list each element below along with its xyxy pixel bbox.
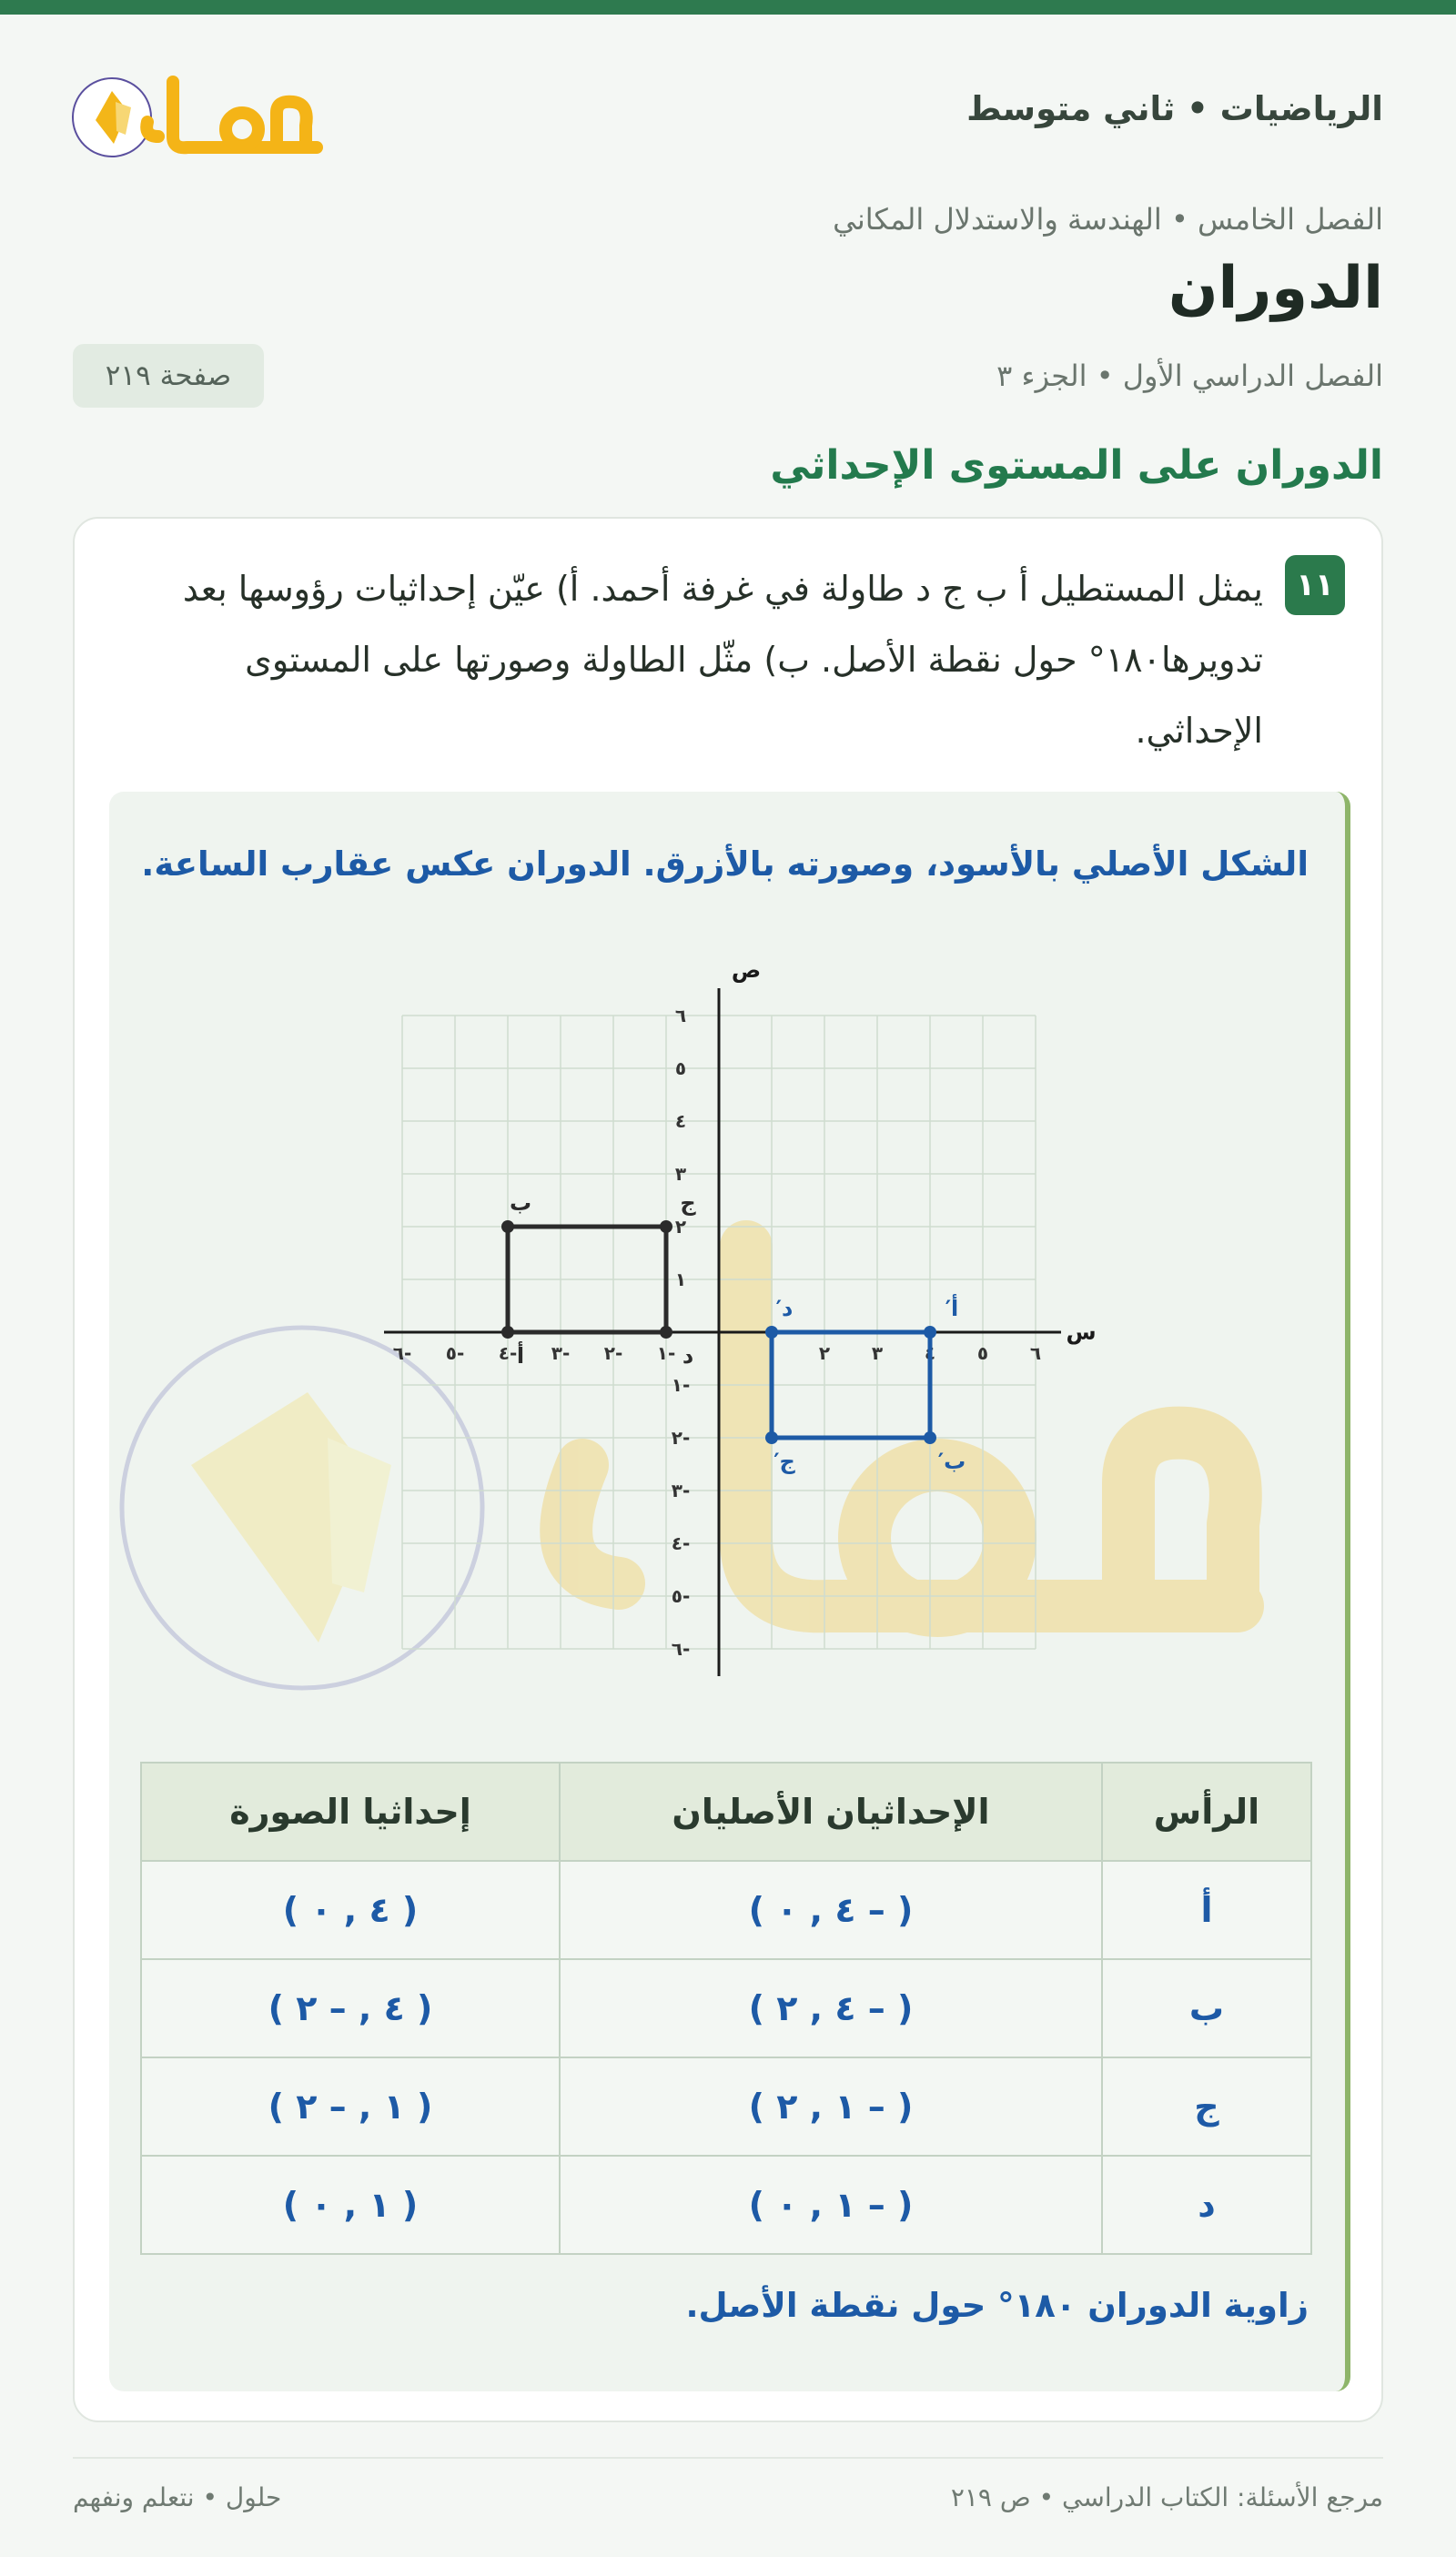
x-tick-label: ٤ xyxy=(924,1342,936,1364)
y-tick-label: ٢ xyxy=(674,1216,687,1238)
y-tick-label: -٣ xyxy=(671,1480,691,1501)
table-row xyxy=(141,1959,1311,2057)
top-accent-bar xyxy=(0,0,1456,15)
x-tick-label: -٥ xyxy=(445,1342,465,1364)
table-row xyxy=(141,2156,1311,2254)
y-tick-label: -٤ xyxy=(671,1532,691,1554)
cell-original: ( – ٤ , ٢ ) xyxy=(560,1959,1102,2057)
vertex-label: ج′ xyxy=(774,1449,795,1474)
vertex-label: ج xyxy=(680,1190,696,1216)
x-tick-label: -٢ xyxy=(603,1342,623,1364)
watermark-logo xyxy=(122,1247,1238,1688)
y-axis-label: ص xyxy=(731,957,762,983)
y-tick-label: ٤ xyxy=(674,1110,687,1132)
x-tick-label: ٢ xyxy=(818,1342,831,1364)
vertex-point xyxy=(924,1431,936,1444)
question-card xyxy=(73,517,1383,2422)
vertex-label: د′ xyxy=(775,1296,794,1321)
cell-image: ( ٤ , – ٢ ) xyxy=(141,1959,560,2057)
coordinates-table-wrapper xyxy=(140,1762,1312,2255)
cell-vertex: ج xyxy=(1102,2057,1311,2156)
x-tick-label: ٦ xyxy=(1029,1342,1042,1364)
cell-vertex: د xyxy=(1102,2156,1311,2254)
vertex-label: ب xyxy=(509,1190,532,1216)
solution-note: الشكل الأصلي بالأسود، وصورته بالأزرق. الدوران عكس عقارب الساعة. xyxy=(141,844,1309,884)
vertex-label: ب′ xyxy=(937,1449,966,1474)
term-label: الفصل الدراسي الأول • الجزء ٣ xyxy=(996,359,1383,393)
section-title: الدوران على المستوى الإحداثي xyxy=(770,442,1383,489)
header-vertex: الرأس xyxy=(1102,1763,1311,1861)
cell-image: ( ١ , ٠ ) xyxy=(141,2156,560,2254)
x-axis-label: س xyxy=(1066,1319,1097,1345)
table-row xyxy=(141,1861,1311,1959)
footer-brand: حلول • نتعلم ونفهم xyxy=(73,2482,282,2512)
subject-label: الرياضيات • ثاني متوسط xyxy=(966,89,1383,128)
x-tick-label: ٣ xyxy=(871,1342,884,1364)
cell-vertex: ب xyxy=(1102,1959,1311,2057)
vertex-label: أ′ xyxy=(945,1296,959,1321)
x-tick-label: -٣ xyxy=(551,1342,571,1364)
svg-text:حلول: حلول xyxy=(68,56,71,57)
footer-divider xyxy=(73,2457,1383,2459)
y-tick-label: -٦ xyxy=(671,1638,691,1660)
vertex-label: أ xyxy=(516,1343,525,1369)
y-tick-label: -٥ xyxy=(671,1585,691,1607)
vertex-point xyxy=(924,1326,936,1339)
holool-logo xyxy=(68,56,326,166)
chapter-label: الفصل الخامس • الهندسة والاستدلال المكاني xyxy=(833,202,1383,237)
cell-image: ( ١ , – ٢ ) xyxy=(141,2057,560,2156)
y-tick-label: -٢ xyxy=(671,1427,691,1449)
cell-original: ( – ١ , ٠ ) xyxy=(560,2156,1102,2254)
table-header-row xyxy=(141,1763,1311,1861)
x-tick-label: -١ xyxy=(656,1342,676,1364)
vertex-label: د xyxy=(682,1343,694,1369)
solution-panel xyxy=(109,792,1350,2391)
lesson-title: الدوران xyxy=(1168,255,1383,322)
vertex-point xyxy=(501,1220,514,1233)
vertex-point xyxy=(765,1326,778,1339)
y-tick-label: ٣ xyxy=(674,1163,687,1185)
header-original: الإحداثيان الأصليان xyxy=(560,1763,1102,1861)
vertex-point xyxy=(660,1220,672,1233)
cell-vertex: أ xyxy=(1102,1861,1311,1959)
header-image: إحداثيا الصورة xyxy=(141,1763,560,1861)
footer-reference: مرجع الأسئلة: الكتاب الدراسي • ص ٢١٩ xyxy=(950,2482,1383,2512)
rotation-angle-note: زاوية الدوران ١٨٠° حول نقطة الأصل. xyxy=(685,2286,1309,2325)
y-tick-label: ١ xyxy=(674,1268,687,1290)
coordinates-table xyxy=(140,1762,1312,2255)
cell-original: ( – ١ , ٢ ) xyxy=(560,2057,1102,2156)
x-tick-label: -٤ xyxy=(498,1342,518,1364)
y-tick-label: -١ xyxy=(671,1374,691,1396)
x-tick-label: ٥ xyxy=(976,1342,989,1364)
vertex-point xyxy=(501,1326,514,1339)
table-row xyxy=(141,2057,1311,2156)
y-tick-label: ٦ xyxy=(674,1005,687,1026)
cell-original: ( – ٤ , ٠ ) xyxy=(560,1861,1102,1959)
x-tick-label: -٦ xyxy=(392,1342,412,1364)
page-badge: صفحة ٢١٩ xyxy=(73,344,264,408)
vertex-point xyxy=(660,1326,672,1339)
y-tick-label: ٥ xyxy=(674,1057,687,1079)
vertex-point xyxy=(765,1431,778,1444)
question-text: يمثل المستطيل أ ب ج د طاولة في غرفة أحمد. أ) عيّن إحداثيات رؤوسها بعد تدويرها١٨٠° حول نقطة الأصل. ب) مثّل الطاولة وصورتها على المستوى الإحداثي. xyxy=(182,569,1263,751)
cell-image: ( ٤ , ٠ ) xyxy=(141,1861,560,1959)
question-number-badge: ١١ xyxy=(1285,555,1345,615)
